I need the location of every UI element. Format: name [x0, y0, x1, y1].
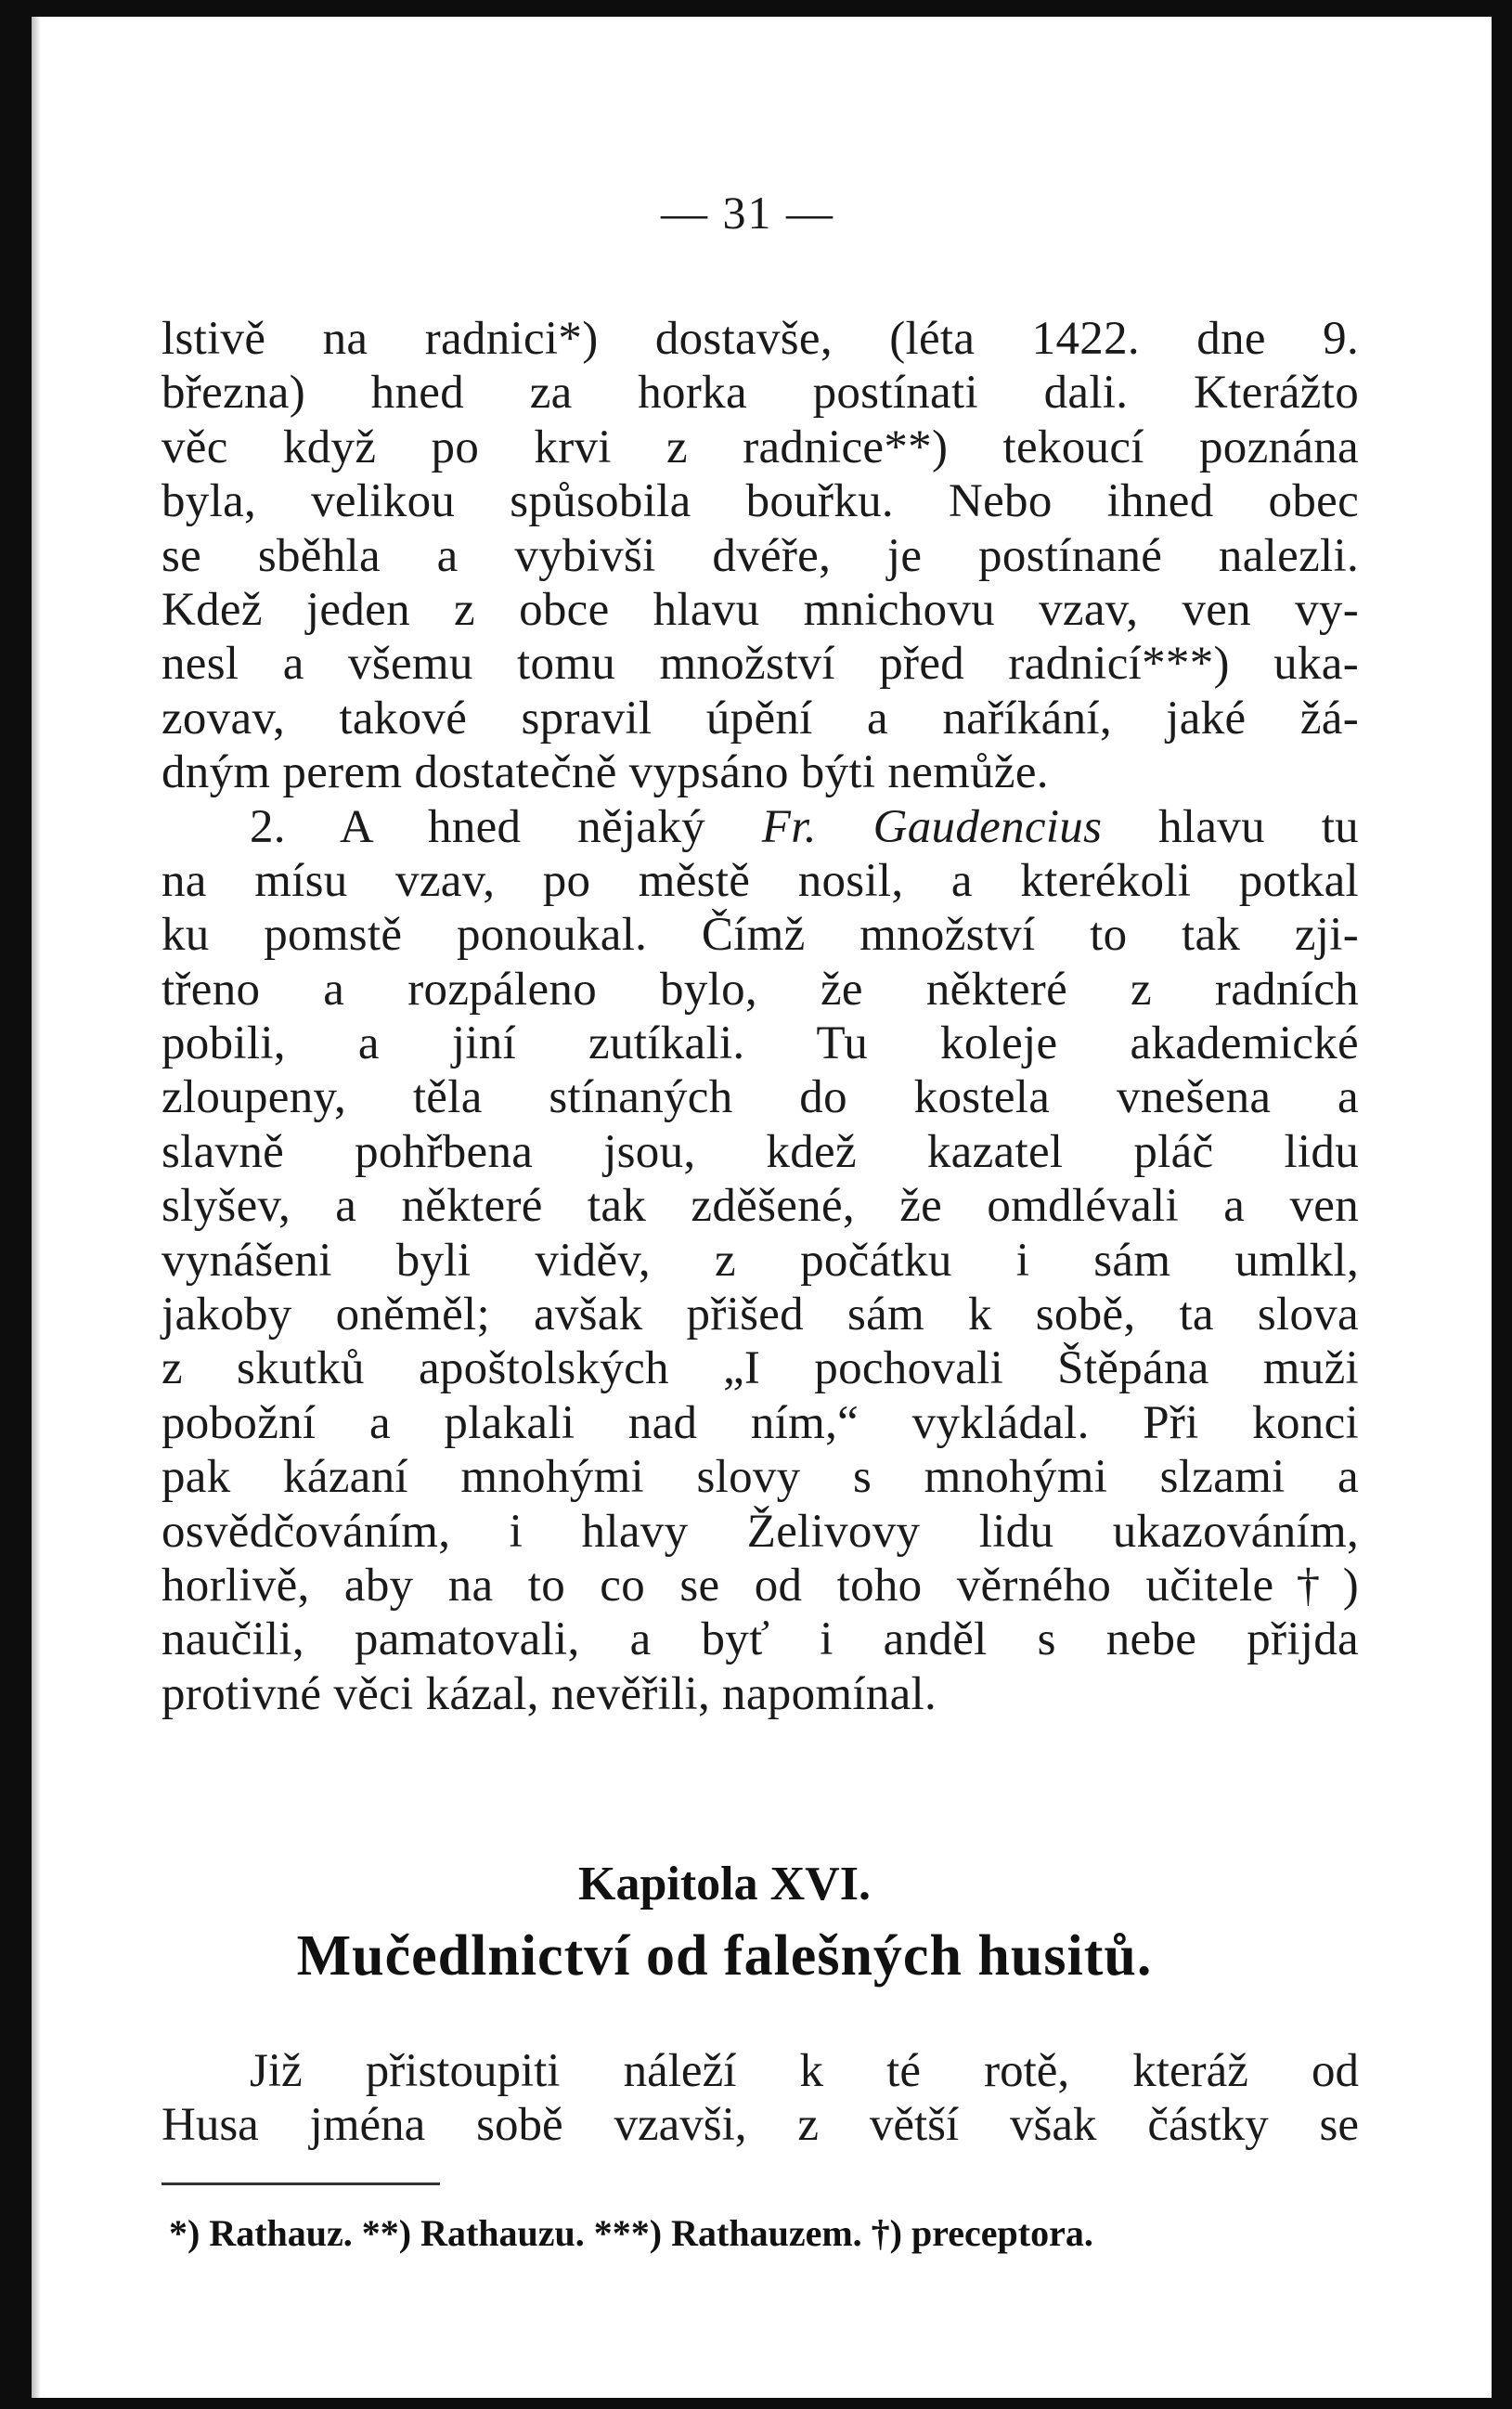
text-line: zovav, takové spravil úpění a naříkání, jaké žá-	[162, 692, 1359, 745]
text-line: z skutků apoštolských „I pochovali Štěpána muži	[162, 1342, 1359, 1395]
text-line: naučili, pamatovali, a byť i anděl s nebe přijda	[162, 1613, 1359, 1666]
body-text	[162, 312, 1359, 1721]
chapter-body	[162, 2044, 1359, 2153]
text-line: lstivě na radnici*) dostavše, (léta 1422. dne 9.	[162, 313, 1359, 365]
text-line: Již přistoupiti náleží k té rotě, kteráž od	[250, 2045, 1359, 2097]
text-line: protivné věci kázal, nevěřili, napomínal.	[162, 1667, 937, 1720]
text-line: horlivě, aby na to co se od toho věrného učitele†)	[162, 1559, 1359, 1612]
footnotes: *) Rathauz. **) Rathauzu. ***) Rathauzem. †) preceptora.	[169, 2212, 1093, 2254]
text-line: Kdež jeden z obce hlavu mnichovu vzav, ven vy-	[162, 583, 1359, 636]
text-line-paragraph-start	[162, 800, 1359, 854]
text-line: byla, velikou spůsobila bouřku. Nebo ihned obec	[162, 475, 1359, 528]
text-line: slavně pohřbena jsou, kdež kazatel pláč lidu	[162, 1125, 1359, 1178]
text-line: nesl a všemu tomu množství před radnicí***) uka-	[162, 638, 1359, 691]
text-line: na mísu vzav, po městě nosil, a kterékoli potkal	[162, 854, 1359, 907]
text-line: pak kázaní mnohými slovy s mnohými slzami a	[162, 1451, 1359, 1504]
text-line: osvědčováním, i hlavy Želivovy lidu ukazováním,	[162, 1505, 1359, 1558]
paragraph-lead: 2. A hned nějaký	[250, 800, 762, 853]
page-number: — 31 —	[661, 187, 834, 239]
book-page	[32, 17, 1492, 2398]
text-line: Husa jména sobě vzavši, z větší však částky se	[162, 2099, 1359, 2152]
chapter-label: Kapitola XVI.	[578, 1858, 871, 1910]
text-line: pobožní a plakali nad ním,“ vykládal. Při konci	[162, 1396, 1359, 1449]
text-line: slyšev, a některé tak zděšené, že omdlévali a ven	[162, 1180, 1359, 1233]
text-line: věc když po krvi z radnice**) tekoucí poznána	[162, 421, 1359, 473]
chapter-title: Mučedlnictví od falešných husitů.	[296, 1924, 1153, 1988]
text-line: se sběhla a vybivši dvéře, je postínané nalezli.	[162, 529, 1359, 582]
text-line: třeno a rozpáleno bylo, že některé z radních	[162, 963, 1359, 1016]
page-edge-shadow	[32, 17, 41, 2398]
footnote-rule	[162, 2182, 440, 2185]
text-line: března) hned za horka postínati dali. Kterážto	[162, 367, 1359, 420]
italic-name: Fr. Gaudencius	[761, 800, 1103, 853]
text-line: ku pomstě ponoukal. Čímž množství to tak zji-	[162, 909, 1359, 962]
text-line: pobili, a jiní zutíkali. Tu koleje akademické	[162, 1017, 1359, 1070]
text-line: dným perem dostatečně vypsáno býti nemůže.	[162, 746, 1049, 799]
paragraph-rest: hlavu tu	[1102, 800, 1359, 853]
text-line: zloupeny, těla stínaných do kostela vnešena a	[162, 1071, 1359, 1124]
text-line: jakoby oněměl; avšak přišed sám k sobě, ta slova	[162, 1289, 1359, 1341]
text-line: vynášeni byli viděv, z počátku i sám umlkl,	[162, 1234, 1359, 1287]
